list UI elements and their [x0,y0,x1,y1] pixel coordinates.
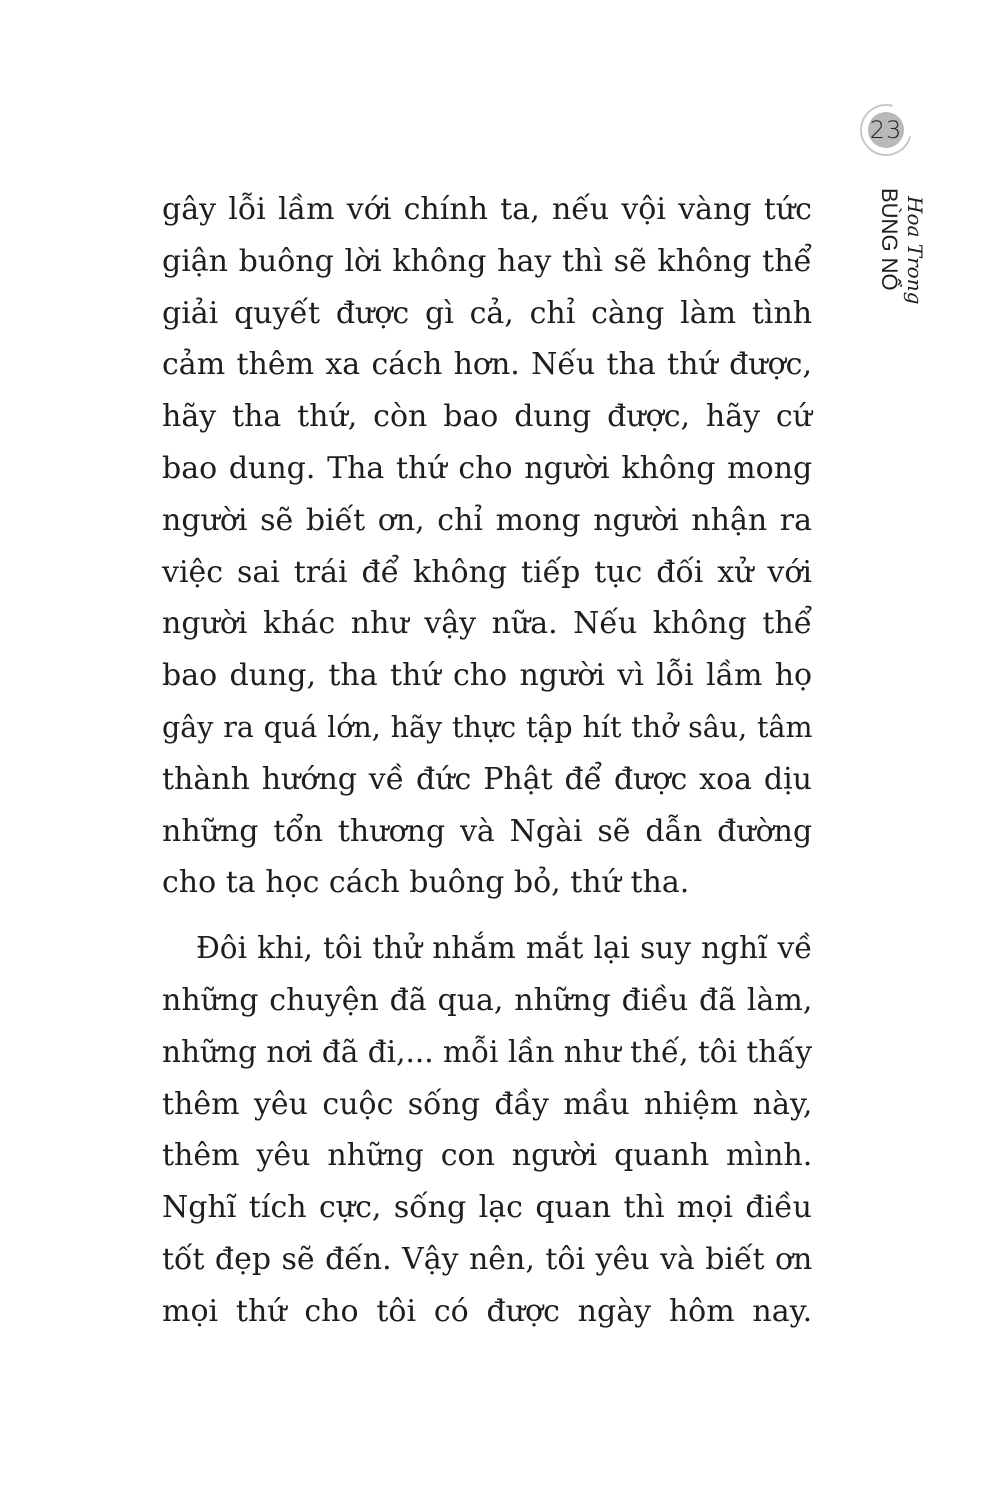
text-line: người sẽ biết ơn, chỉ mong người nhận ra [162,502,812,538]
text-line: gây lỗi lầm với chính ta, nếu vội vàng tức [162,192,812,227]
text-line: thành hướng về đức Phật để được xoa dịu [162,761,812,797]
text-line: bao dung, tha thứ cho người vì lỗi lầm họ [162,658,813,694]
text-line: việc sai trái để không tiếp tục đối xử với [162,554,812,590]
text-line: cảm thêm xa cách hơn. Nếu tha thứ được, [162,347,812,383]
running-header-script: Hoa Trong [903,196,927,305]
text-line: thêm yêu cuộc sống đầy mầu nhiệm này, [162,1086,813,1122]
text-line: gây ra quá lớn, hãy thực tập hít thở sâu, tâm [162,710,813,744]
paragraph-1 [162,184,812,909]
text-line: thêm yêu những con người quanh mình. [162,1138,813,1174]
text-line: những chuyện đã qua, những điều đã làm, [162,982,813,1018]
text-line: Đôi khi, tôi thử nhắm mắt lại suy nghĩ về [196,931,813,966]
running-header [870,186,927,305]
text-line: mọi thứ cho tôi có được ngày hôm nay. [162,1293,813,1329]
text-line: tốt đẹp sẽ đến. Vậy nên, tôi yêu và biết ơn [162,1241,813,1277]
text-line: hãy tha thứ, còn bao dung được, hãy cứ [162,399,812,435]
text-line: Nghĩ tích cực, sống lạc quan thì mọi điều [162,1190,812,1226]
text-line: bao dung. Tha thứ cho người không mong [162,450,813,486]
text-line: những tổn thương và Ngài sẽ dẫn đường [162,813,813,849]
running-header-title: BÙNG NỔ [877,188,902,291]
text-line: cho ta học cách buông bỏ, thứ tha. [162,865,690,901]
text-line: người khác như vậy nữa. Nếu không thể [162,606,813,642]
text-line: những nơi đã đi,... mỗi lần như thế, tôi thấy [162,1034,812,1069]
page-number-badge [860,104,912,156]
page-number: 23 [869,116,903,144]
text-line: giải quyết được gì cả, chỉ càng làm tình [162,295,813,331]
text-line: giận buông lời không hay thì sẽ không thể [162,243,812,279]
paragraph-2 [162,923,812,1337]
body-text [162,184,812,1338]
